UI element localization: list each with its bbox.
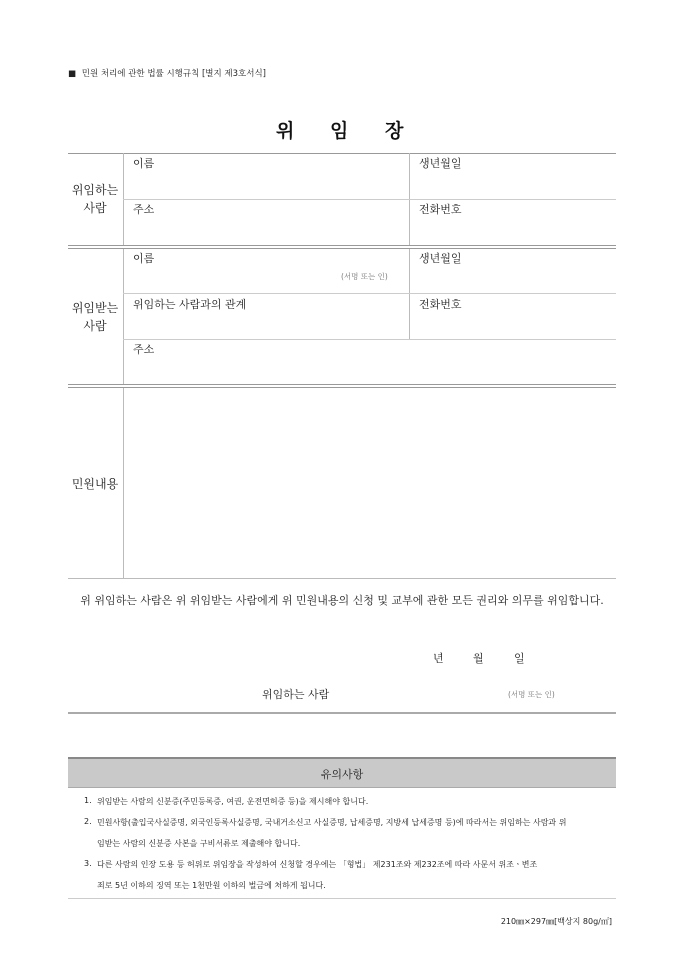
delegator-phone-label: 전화번호 [419, 203, 462, 216]
section-double-line-1b [68, 248, 616, 249]
delegator-label-line2: 사람 [83, 201, 107, 215]
title-char-1: 위 [276, 120, 295, 142]
delegate-sign-hint: (서명 또는 인) [341, 272, 388, 281]
delegate-label-line2: 사람 [83, 319, 107, 333]
delegate-relation-field[interactable] [124, 294, 408, 338]
paper-size-footer: 210㎜×297㎜[백상지 80g/㎡] [500, 917, 612, 926]
notes-header [68, 759, 616, 788]
note-3-number: 3. [84, 859, 92, 868]
note-2-text-line2: 임받는 사람의 신분증 사본을 구비서류로 제출해야 합니다. [97, 839, 301, 848]
delegation-statement: 위 위임하는 사람은 위 위임받는 사람에게 위 민원내용의 신청 및 교부에 관한 모든 권리와 의무를 위임합니다. [80, 594, 604, 607]
section-double-line-1a [68, 245, 616, 246]
date-day-label: 일 [514, 652, 525, 665]
delegate-label [68, 299, 122, 335]
note-3-text-line2: 죄로 5년 이하의 징역 또는 1천만원 이하의 벌금에 처하게 됩니다. [97, 881, 326, 890]
signature-label: 위임하는 사람 [262, 688, 330, 701]
delegator-address-label: 주소 [133, 203, 155, 216]
content-field[interactable] [124, 388, 615, 577]
delegator-address-field[interactable] [124, 200, 408, 244]
delegator-birth-label: 생년월일 [419, 157, 462, 170]
delegator-label [68, 181, 122, 217]
note-1-text: 위임받는 사람의 신분증(주민등록증, 여권, 운전면허증 등)을 제시해야 합니다. [97, 797, 369, 806]
note-3-text-line1: 다른 사람의 인장 도용 등 허위로 위임장을 작성하여 신청할 경우에는 「형법」 제231조와 제232조에 따라 사문서 위조ㆍ변조 [97, 860, 538, 869]
delegate-birth-label: 생년월일 [419, 252, 462, 265]
form-source-line [68, 68, 266, 80]
page-title [262, 116, 422, 142]
notes-bottom-rule [68, 898, 616, 899]
delegator-label-line1: 위임하는 [71, 183, 119, 197]
square-bullet: ■ [68, 69, 77, 79]
delegator-birth-field[interactable] [410, 154, 615, 198]
section-double-line-2a [68, 384, 616, 385]
section3-bottom-border [68, 578, 616, 579]
delegate-relation-label: 위임하는 사람과의 관계 [133, 298, 247, 311]
delegator-name-label: 이름 [133, 157, 155, 170]
notes-title: 유의사항 [320, 768, 364, 781]
delegate-phone-field[interactable] [410, 294, 615, 338]
delegate-label-line1: 위임받는 [71, 301, 119, 315]
delegate-address-field[interactable] [124, 340, 615, 383]
delegator-phone-field[interactable] [410, 200, 615, 244]
signature-bottom-rule [68, 712, 616, 714]
delegate-address-label: 주소 [133, 343, 155, 356]
title-char-3: 장 [385, 120, 404, 142]
date-year-label: 년 [433, 652, 444, 665]
signature-field[interactable] [340, 682, 505, 704]
note-2-number: 2. [84, 817, 92, 826]
content-label: 민원내용 [71, 477, 119, 491]
note-1-number: 1. [84, 796, 92, 805]
date-month-label: 월 [473, 652, 484, 665]
delegate-phone-label: 전화번호 [419, 298, 462, 311]
delegate-name-label: 이름 [133, 252, 155, 265]
form-source-text: 민원 처리에 관한 법률 시행규칙 [별지 제3호서식] [81, 69, 266, 79]
delegator-name-field[interactable] [124, 154, 408, 198]
delegate-birth-field[interactable] [410, 250, 615, 292]
title-char-2: 임 [330, 120, 349, 142]
signature-hint: (서명 또는 인) [508, 690, 555, 699]
note-2-text-line1: 민원사항(출입국사실증명, 외국인등록사실증명, 국내거소신고 사실증명, 납세증명, 지방세 납세증명 등)에 따라서는 위임하는 사람과 위 [97, 818, 567, 827]
